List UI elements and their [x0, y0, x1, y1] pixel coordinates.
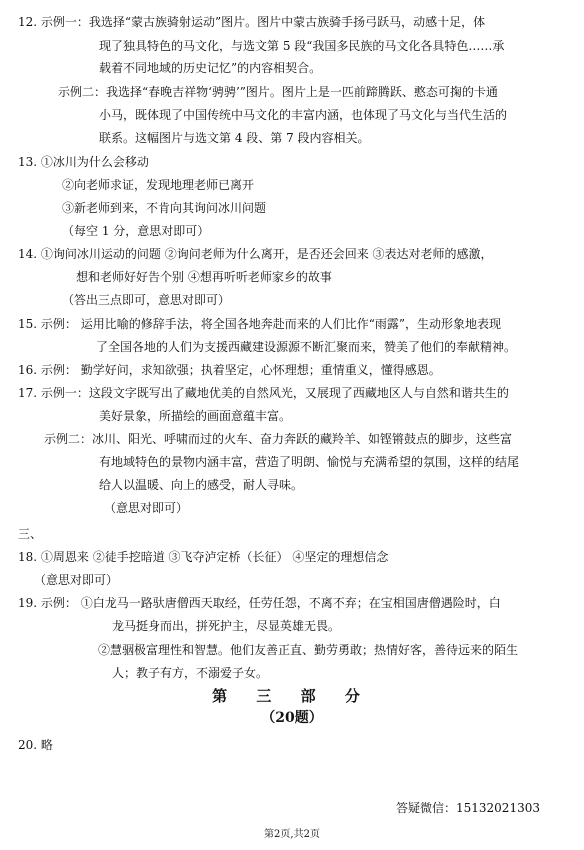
- q17-line-5: 给人以温暖、向上的感受，耐人寻味。: [99, 478, 304, 492]
- q17-line-3: 示例二：冰川、阳光、呼啸而过的火车、奋力奔跃的藏羚羊、如铿锵鼓点的脚步，这些富: [44, 432, 513, 446]
- q13-line-2: ②向老师求证，发现地理老师已离开: [62, 178, 255, 192]
- q16-line-1: 16. 示例： 勤学好问，求知欲强；执着坚定，心怀理想；重情重义，懂得感恩。: [18, 363, 441, 377]
- q19-line-3: ②慧骃极富理性和智慧。他们友善正直、勤劳勇敢；热情好客，善待远来的陌生: [98, 643, 519, 657]
- section-subtitle: （20题）: [261, 710, 323, 726]
- contact-wechat: 答疑微信：15132021303: [396, 801, 540, 815]
- page-footer: 第2页,共2页: [264, 829, 320, 840]
- q17-line-4: 有地域特色的景物内涵丰富，营造了明朗、愉悦与充满希望的氛围，这样的结尾: [99, 455, 520, 469]
- q14-line-1: 14. ①询问冰川运动的问题 ②询问老师为什么离开，是否还会回来 ③表达对老师的感激，: [18, 247, 493, 261]
- q13-line-3: ③新老师到来，不肯向其询问冰川问题: [62, 201, 267, 215]
- q12-line-2: 现了独具特色的马文化，与选文第 5 段“我国多民族的马文化各具特色……承: [99, 39, 505, 53]
- q15-line-1: 15. 示例： 运用比喻的修辞手法，将全国各地奔赴而来的人们比作“雨露”，生动形象地表现: [18, 317, 501, 331]
- q19-line-2: 龙马挺身而出，拼死护主，尽显英雄无畏。: [112, 619, 341, 633]
- q12-line-1: 12. 示例一：我选择“蒙古族骑射运动”图片。图片中蒙古族骑手扬弓跃马，动感十足，体: [18, 15, 486, 29]
- q12-line-3: 载着不同地域的历史记忆”的内容相契合。: [99, 61, 322, 75]
- q20-line-1: 20. 略: [18, 738, 53, 752]
- q19-line-1: 19. 示例： ①白龙马一路驮唐僧西天取经，任劳任怨，不离不弃；在宝相国唐僧遇险时，白: [18, 596, 501, 610]
- q18-note: （意思对即可）: [34, 573, 119, 587]
- q12-line-6: 联系。这幅图片与选文第 4 段、第 7 段内容相关。: [99, 131, 370, 145]
- q15-line-2: 了全国各地的人们为支援西藏建设源源不断汇聚而来，赞美了他们的奉献精神。: [96, 340, 517, 354]
- q18-line-1: 18. ①周恩来 ②徒手挖暗道 ③飞夺泸定桥（长征） ④坚定的理想信念: [18, 550, 389, 564]
- q12-line-4: 示例二：我选择“春晚吉祥物‘骋骋’”图片。图片上是一匹前蹄腾跃、憨态可掬的卡通: [58, 85, 498, 99]
- q14-line-2: 想和老师好好告个别 ④想再听听老师家乡的故事: [76, 270, 332, 284]
- q12-line-5: 小马，既体现了中国传统中马文化的丰富内涵，也体现了马文化与当代生活的: [99, 108, 508, 122]
- q17-note: （意思对即可）: [104, 501, 189, 515]
- q14-note: （答出三点即可，意思对即可）: [62, 293, 231, 307]
- q13-line-1: 13. ①冰川为什么会移动: [18, 155, 149, 169]
- q17-line-1: 17. 示例一：这段文字既写出了藏地优美的自然风光，又展现了西藏地区人与自然和谐共生的: [18, 386, 509, 400]
- section-title: 第 三 部 分: [212, 687, 372, 705]
- part-three-label: 三、: [18, 527, 43, 541]
- q13-note: （每空 1 分，意思对即可）: [62, 224, 210, 238]
- q19-line-4: 人；教子有方，不溺爱子女。: [112, 666, 269, 680]
- q17-line-2: 美好景象，所描绘的画面意蕴丰富。: [99, 409, 292, 423]
